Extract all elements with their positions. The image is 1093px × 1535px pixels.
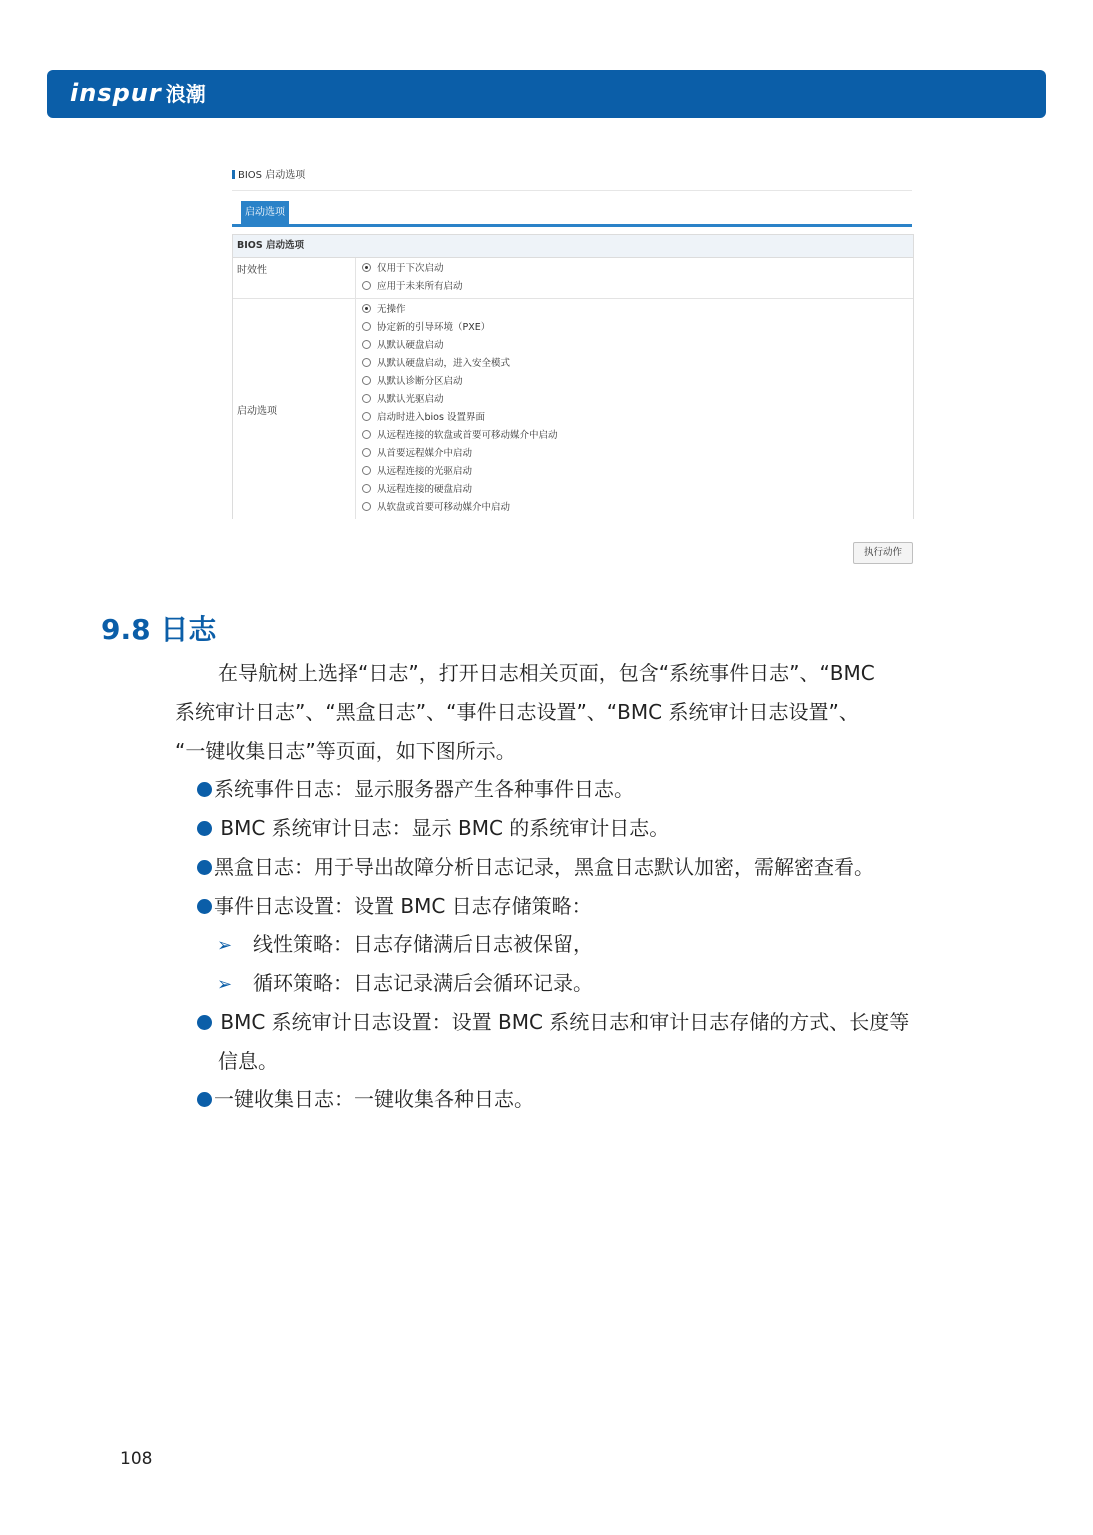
boot-row	[233, 299, 913, 519]
bullet-text: 一键收集日志：一键收集各种日志。	[214, 1087, 534, 1111]
intro-line-2: 系统审计日志”、“黑盒日志”、“事件日志设置”、“BMC 系统审计日志设置”、	[175, 700, 859, 724]
option-label: 从远程连接的软盘或首要可移动媒介中启动	[377, 430, 558, 441]
sub-item-text: 循环策略：日志记录满后会循环记录。	[253, 971, 593, 995]
option-label: 从默认光驱启动	[377, 394, 444, 405]
radio-option[interactable]	[362, 337, 913, 355]
radio-icon[interactable]	[362, 394, 371, 403]
sub-item-text: 线性策略：日志存储满后日志被保留，	[253, 932, 593, 956]
radio-icon[interactable]	[362, 466, 371, 475]
tab-boot-options[interactable]: 启动选项	[241, 201, 289, 224]
radio-icon[interactable]	[362, 412, 371, 421]
boot-label: 启动选项	[233, 299, 356, 519]
boot-options-table	[232, 234, 914, 519]
option-label: 从默认硬盘启动，进入安全模式	[377, 358, 511, 369]
option-label: 启动时进入bios 设置界面	[377, 412, 485, 423]
bullet-text: 事件日志设置：设置 BMC 日志存储策略：	[214, 894, 592, 918]
radio-option[interactable]	[362, 499, 913, 517]
option-label: 从远程连接的光驱启动	[377, 466, 473, 477]
bullet-item	[197, 893, 592, 919]
panel-title-text: BIOS 启动选项	[238, 170, 306, 181]
bullet-text: 系统事件日志：显示服务器产生各种事件日志。	[214, 777, 634, 801]
page-number: 108	[120, 1449, 153, 1469]
bullet-icon	[197, 899, 212, 914]
option-label: 无操作	[377, 304, 406, 315]
validity-options	[356, 258, 913, 298]
option-label: 仅用于下次启动	[377, 263, 444, 274]
radio-option[interactable]	[362, 481, 913, 499]
panel-title	[232, 168, 305, 184]
radio-option[interactable]	[362, 278, 913, 296]
radio-icon[interactable]	[362, 304, 371, 313]
bullet-item	[197, 1086, 534, 1112]
bullet-item	[197, 854, 874, 880]
radio-option[interactable]	[362, 319, 913, 337]
table-header: BIOS 启动选项	[233, 235, 913, 258]
radio-icon[interactable]	[362, 502, 371, 511]
section-title: 9.8 日志	[101, 613, 217, 646]
bullet-icon	[197, 1015, 212, 1030]
arrow-icon: ➢	[217, 974, 233, 995]
bullet-text: 黑盒日志：用于导出故障分析日志记录，黑盒日志默认加密，需解密查看。	[214, 855, 874, 879]
radio-option[interactable]	[362, 427, 913, 445]
validity-label: 时效性	[233, 258, 356, 298]
radio-icon[interactable]	[362, 448, 371, 457]
radio-option[interactable]	[362, 373, 913, 391]
radio-option[interactable]	[362, 260, 913, 278]
radio-icon[interactable]	[362, 358, 371, 367]
bios-boot-options-screenshot	[232, 160, 912, 570]
boot-options	[356, 299, 913, 519]
divider	[232, 190, 912, 191]
logo-cn: 浪潮	[165, 82, 206, 106]
intro-line-1: 在导航树上选择“日志”，打开日志相关页面，包含“系统事件日志”、“BMC	[218, 661, 875, 685]
radio-icon[interactable]	[362, 322, 371, 331]
title-marker-icon	[232, 170, 235, 179]
bullet-icon	[197, 782, 212, 797]
bullet-item	[197, 815, 669, 841]
radio-option[interactable]	[362, 391, 913, 409]
tab-underline	[232, 224, 912, 227]
bullet-continuation: 信息。	[218, 1049, 278, 1073]
bullet-icon	[197, 821, 212, 836]
arrow-icon: ➢	[217, 935, 233, 956]
option-label: 从默认诊断分区启动	[377, 376, 463, 387]
radio-option[interactable]	[362, 355, 913, 373]
radio-icon[interactable]	[362, 281, 371, 290]
option-label: 应用于未来所有启动	[377, 281, 463, 292]
inspur-logo	[70, 78, 206, 109]
radio-option[interactable]	[362, 301, 913, 319]
sub-item	[217, 970, 593, 998]
bullet-item	[197, 776, 634, 802]
option-label: 从远程连接的硬盘启动	[377, 484, 473, 495]
execute-action-button[interactable]: 执行动作	[853, 542, 913, 564]
option-label: 从首要远程媒介中启动	[377, 448, 473, 459]
bullet-text: BMC 系统审计日志设置：设置 BMC 系统日志和审计日志存储的方式、长度等	[214, 1010, 910, 1034]
radio-option[interactable]	[362, 409, 913, 427]
radio-option[interactable]	[362, 463, 913, 481]
radio-icon[interactable]	[362, 484, 371, 493]
option-label: 协定新的引导环境（PXE）	[377, 322, 491, 333]
sub-item	[217, 931, 593, 959]
bullet-item	[197, 1009, 909, 1035]
validity-row	[233, 258, 913, 299]
radio-icon[interactable]	[362, 263, 371, 272]
radio-icon[interactable]	[362, 340, 371, 349]
bullet-icon	[197, 1092, 212, 1107]
intro-line-3: “一键收集日志”等页面，如下图所示。	[175, 739, 516, 763]
logo-en: inspur	[70, 79, 162, 107]
bullet-icon	[197, 860, 212, 875]
radio-icon[interactable]	[362, 376, 371, 385]
radio-icon[interactable]	[362, 430, 371, 439]
bullet-text: BMC 系统审计日志：显示 BMC 的系统审计日志。	[214, 816, 670, 840]
option-label: 从默认硬盘启动	[377, 340, 444, 351]
option-label: 从软盘或首要可移动媒介中启动	[377, 502, 511, 513]
radio-option[interactable]	[362, 445, 913, 463]
